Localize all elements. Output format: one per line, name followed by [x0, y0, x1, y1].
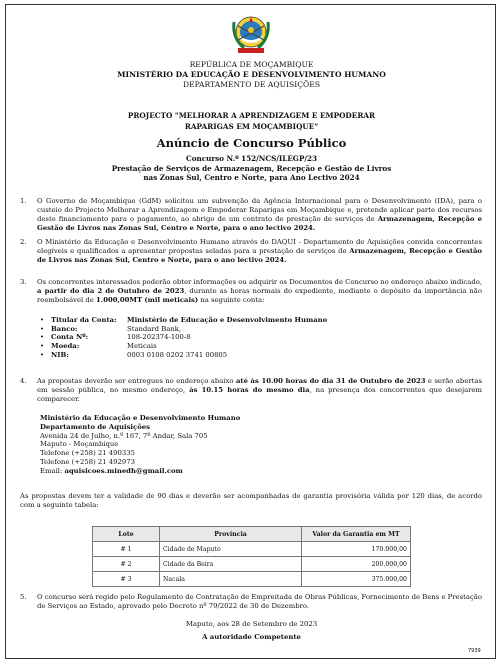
paragraph-number: 2.	[20, 238, 27, 246]
bank-field-value: Meticais	[127, 342, 157, 351]
guarantee-table	[92, 526, 411, 587]
paragraph-bold: às 10.15 horas do mesmo dia	[189, 385, 310, 394]
paragraph-bold: 1.000,00MT (mil meticais)	[96, 295, 199, 304]
bullet-icon: •	[40, 350, 45, 359]
table-cell: Cidade da Beira	[160, 557, 302, 572]
paragraph-text: e serão abertas em sessão pública, no mesmo endereço,	[37, 377, 482, 394]
paragraph-3	[20, 278, 482, 305]
validity-paragraph	[20, 492, 482, 510]
paragraph-4	[20, 377, 482, 404]
paragraph-bold: até às 10.00 horas do dia 31 de Outubro de 2023	[235, 377, 426, 385]
bank-field-value: 108-202374-100-8	[127, 333, 191, 342]
table-header: Valor da Garantia em MT	[302, 527, 411, 542]
table-header-row	[93, 527, 411, 542]
table-header: Lote	[93, 527, 160, 542]
address-line: Departamento de Aquisições	[40, 422, 150, 431]
bank-details	[40, 316, 327, 360]
table-header: Província	[160, 527, 302, 542]
mozambique-emblem-icon	[226, 8, 276, 58]
project-name	[60, 110, 443, 132]
table-row	[93, 542, 411, 557]
bullet-icon: •	[40, 342, 45, 351]
phone-line: Telefone (+258) 21 492973	[40, 457, 135, 466]
paragraph-text: na seguinte conta:	[198, 295, 265, 304]
bank-field-label: Moeda:	[51, 342, 80, 351]
email-label: Email:	[40, 466, 65, 475]
paragraph-2	[20, 238, 482, 265]
paragraph-bold: Armazenagem, Recepção e Gestão de Livros nas Zonas Sul, Centro e Norte, para o ano lectivo 2024.	[37, 214, 482, 232]
address-line: Maputo - Moçambique	[40, 440, 119, 449]
paragraph-text: As propostas deverão ser entregues no endereço abaixo	[37, 377, 234, 385]
table-cell: Nacala	[160, 572, 302, 587]
paragraph-text: O concurso será regido pelo Regulamento de Contratação de Empreitada de Obras Públicas, Fornecimento de Bens e Prestação de Serviços ao Estado, aprovado pelo Decreto nº 79/2022 de 30 de Dezembro.	[37, 593, 482, 610]
tender-subject: Prestação de Serviços de Armazenagem, Recepção e Gestão de Livros	[111, 164, 392, 173]
bank-field-label: Titular da Conta:	[51, 316, 117, 324]
document-code: 7939	[468, 648, 481, 654]
table-cell: 200.000,00	[302, 557, 411, 572]
address-line: Avenida 24 de Julho, n.º 167, 7º Andar, Sala 705	[40, 431, 208, 440]
project-line: PROJECTO "MELHORAR A APRENDIZAGEM E EMPODERAR	[127, 111, 376, 120]
paragraph-text: Os concorrentes interessados poderão obter informações ou adquirir os Documentos de Concurso no endereço abaixo indicado,	[37, 278, 482, 286]
tender-subject: nas Zonas Sul, Centro e Norte, para Ano Lectivo 2024	[143, 173, 360, 182]
bank-field-value: Ministério de Educação e Desenvolvimento Humano	[127, 316, 328, 324]
paragraph-bold: a partir do dia 2 de Outubro de 2023	[37, 286, 185, 295]
authority-signature: A autoridade Competente	[202, 633, 301, 641]
paragraph-number: 4.	[20, 377, 27, 385]
paragraph-text: O Governo de Moçambique (GdM) solicitou um subvenção da Agência Internacional para o Desenvolvimento (IDA), para o custeio do Projecto Melhorar a Aprendizagem e Empoderar Raparigas em Moçambique e, pretende aplicar parte dos recursos deste financiamento para o pagamento, ao abrigo de um contrato de prestação de serviços de	[37, 197, 482, 223]
bullet-icon: •	[40, 316, 45, 324]
project-line: RAPARIGAS EM MOÇAMBIQUE"	[184, 122, 319, 131]
notice-title: Anúncio de Concurso Público	[156, 136, 347, 150]
bullet-icon: •	[40, 324, 45, 333]
header-republic: REPÚBLICA DE MOÇAMBIQUE	[189, 60, 314, 69]
table-row	[93, 557, 411, 572]
table-cell: Cidade de Maputo	[160, 542, 302, 557]
table-cell: # 2	[93, 557, 160, 572]
paragraph-bold: Armazenagem, Recepção e Gestão de Livros nas Zonas Sul, Centro e Norte, para o ano lectivo 2024.	[37, 246, 482, 264]
paragraph-1	[20, 197, 482, 233]
paragraph-text: , durante as horas normais do expediente, mediante o depósito da importância não reembolsável de	[37, 286, 482, 304]
bank-field-label: Banco:	[51, 324, 78, 333]
header-department: DEPARTAMENTO DE AQUISIÇÕES	[182, 80, 321, 89]
table-cell: 170.000,00	[302, 542, 411, 557]
paragraph-text: O Ministério da Educação e Desenvolvimento Humano através do DAQUI - Departamento de Aquisições convida concorrentes elegíveis e qualificados a apresentar propostas seladas para a prestação de serviços de	[37, 238, 482, 255]
bank-field-value: 0003 0108 0202 3741 00805	[127, 350, 228, 359]
email-link[interactable]: aquisicoes.minedh@gmail.com	[64, 466, 183, 475]
paragraph-number: 5.	[20, 593, 27, 601]
paragraph-text: , na presença dos concorrentes que desejarem comparecer.	[37, 385, 482, 403]
bank-field-value: Standard Bank,	[127, 324, 182, 333]
table-cell: # 3	[93, 572, 160, 587]
paragraph-5	[20, 593, 482, 611]
phone-line: Telefone (+258) 21 490335	[40, 449, 135, 458]
address-line: Ministério da Educação e Desenvolvimento Humano	[40, 414, 241, 422]
paragraph-text: As propostas devem ter a validade de 90 dias e deverão ser acompanhadas de garantia provisória válida por 120 dias, de acordo com a seguinte tabela:	[20, 492, 482, 509]
bank-field-label: NIB:	[51, 350, 69, 359]
header-ministry: MINISTÉRIO DA EDUCAÇÃO E DESENVOLVIMENTO HUMANO	[117, 70, 386, 79]
paragraph-number: 1.	[20, 197, 27, 205]
table-cell: 375.000,00	[302, 572, 411, 587]
bullet-icon: •	[40, 333, 45, 342]
place-date: Maputo, aos 28 de Setembro de 2023	[185, 620, 318, 628]
tender-number: Concurso N.º 152/NCS/ILEGP/23	[186, 154, 317, 163]
paragraph-number: 3.	[20, 278, 27, 286]
table-cell: # 1	[93, 542, 160, 557]
table-row	[93, 572, 411, 587]
bank-field-label: Conta Nº:	[51, 333, 89, 342]
delivery-address	[40, 414, 240, 476]
